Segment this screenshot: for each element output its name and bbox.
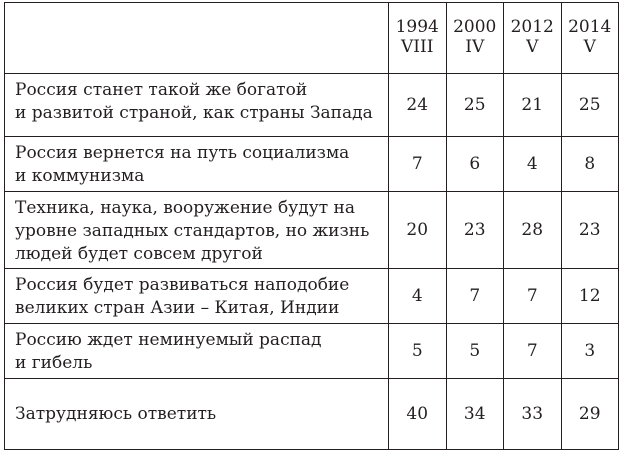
- statement-cell: [5, 324, 389, 379]
- statement-cell: [5, 192, 389, 269]
- value-cell: 5: [446, 324, 504, 379]
- value-cell: 7: [504, 269, 562, 324]
- table-row: [5, 269, 619, 324]
- value-cell: 4: [389, 269, 447, 324]
- table-row: [5, 324, 619, 379]
- header-corner-cell: [5, 3, 389, 74]
- statement-line: Россия будет развиваться наподобие: [15, 275, 350, 295]
- value-cell: 7: [446, 269, 504, 324]
- month-label: VIII: [401, 37, 434, 57]
- value-cell: 4: [504, 137, 562, 192]
- statement-line: и гибель: [15, 353, 93, 373]
- table-row: [5, 137, 619, 192]
- year-label: 1994: [395, 17, 439, 37]
- statement-line: великих стран Азии – Китая, Индии: [15, 298, 340, 318]
- value-cell: 23: [561, 192, 619, 269]
- survey-table: [4, 2, 619, 450]
- statement-cell: [5, 74, 389, 137]
- value-cell: 34: [446, 379, 504, 450]
- year-label: 2000: [453, 17, 497, 37]
- value-cell: 7: [389, 137, 447, 192]
- table-row: [5, 379, 619, 450]
- header-year-2000: [446, 3, 504, 74]
- month-label: V: [583, 37, 596, 57]
- statement-cell: [5, 137, 389, 192]
- header-year-1994: [389, 3, 447, 74]
- value-cell: 25: [561, 74, 619, 137]
- value-cell: 5: [389, 324, 447, 379]
- statement-cell: [5, 379, 389, 450]
- statement-line: Затрудняюсь ответить: [15, 403, 217, 424]
- statement-line: людей будет совсем другой: [15, 244, 263, 264]
- value-cell: 25: [446, 74, 504, 137]
- value-cell: 8: [561, 137, 619, 192]
- value-cell: 6: [446, 137, 504, 192]
- header-row: [5, 3, 619, 74]
- statement-line: уровне западных стандартов, но жизнь: [15, 221, 370, 241]
- value-cell: 12: [561, 269, 619, 324]
- statement-line: Техника, наука, вооружение будут на: [15, 198, 355, 218]
- table-row: [5, 74, 619, 137]
- value-cell: 3: [561, 324, 619, 379]
- table-row: [5, 192, 619, 269]
- year-label: 2014: [568, 17, 612, 37]
- value-cell: 7: [504, 324, 562, 379]
- statement-line: Россию ждет неминуемый распад: [15, 330, 322, 350]
- value-cell: 29: [561, 379, 619, 450]
- month-label: IV: [465, 37, 485, 57]
- value-cell: 28: [504, 192, 562, 269]
- value-cell: 21: [504, 74, 562, 137]
- statement-line: и развитой страной, как страны Запада: [15, 103, 373, 123]
- value-cell: 24: [389, 74, 447, 137]
- statement-cell: [5, 269, 389, 324]
- statement-line: и коммунизма: [15, 166, 145, 186]
- value-cell: 23: [446, 192, 504, 269]
- value-cell: 40: [389, 379, 447, 450]
- header-year-2012: [504, 3, 562, 74]
- statement-line: Россия вернется на путь социализма: [15, 143, 350, 163]
- statement-line: Россия станет такой же богатой: [15, 80, 308, 100]
- value-cell: 20: [389, 192, 447, 269]
- month-label: V: [526, 37, 539, 57]
- header-year-2014: [561, 3, 619, 74]
- value-cell: 33: [504, 379, 562, 450]
- year-label: 2012: [510, 17, 554, 37]
